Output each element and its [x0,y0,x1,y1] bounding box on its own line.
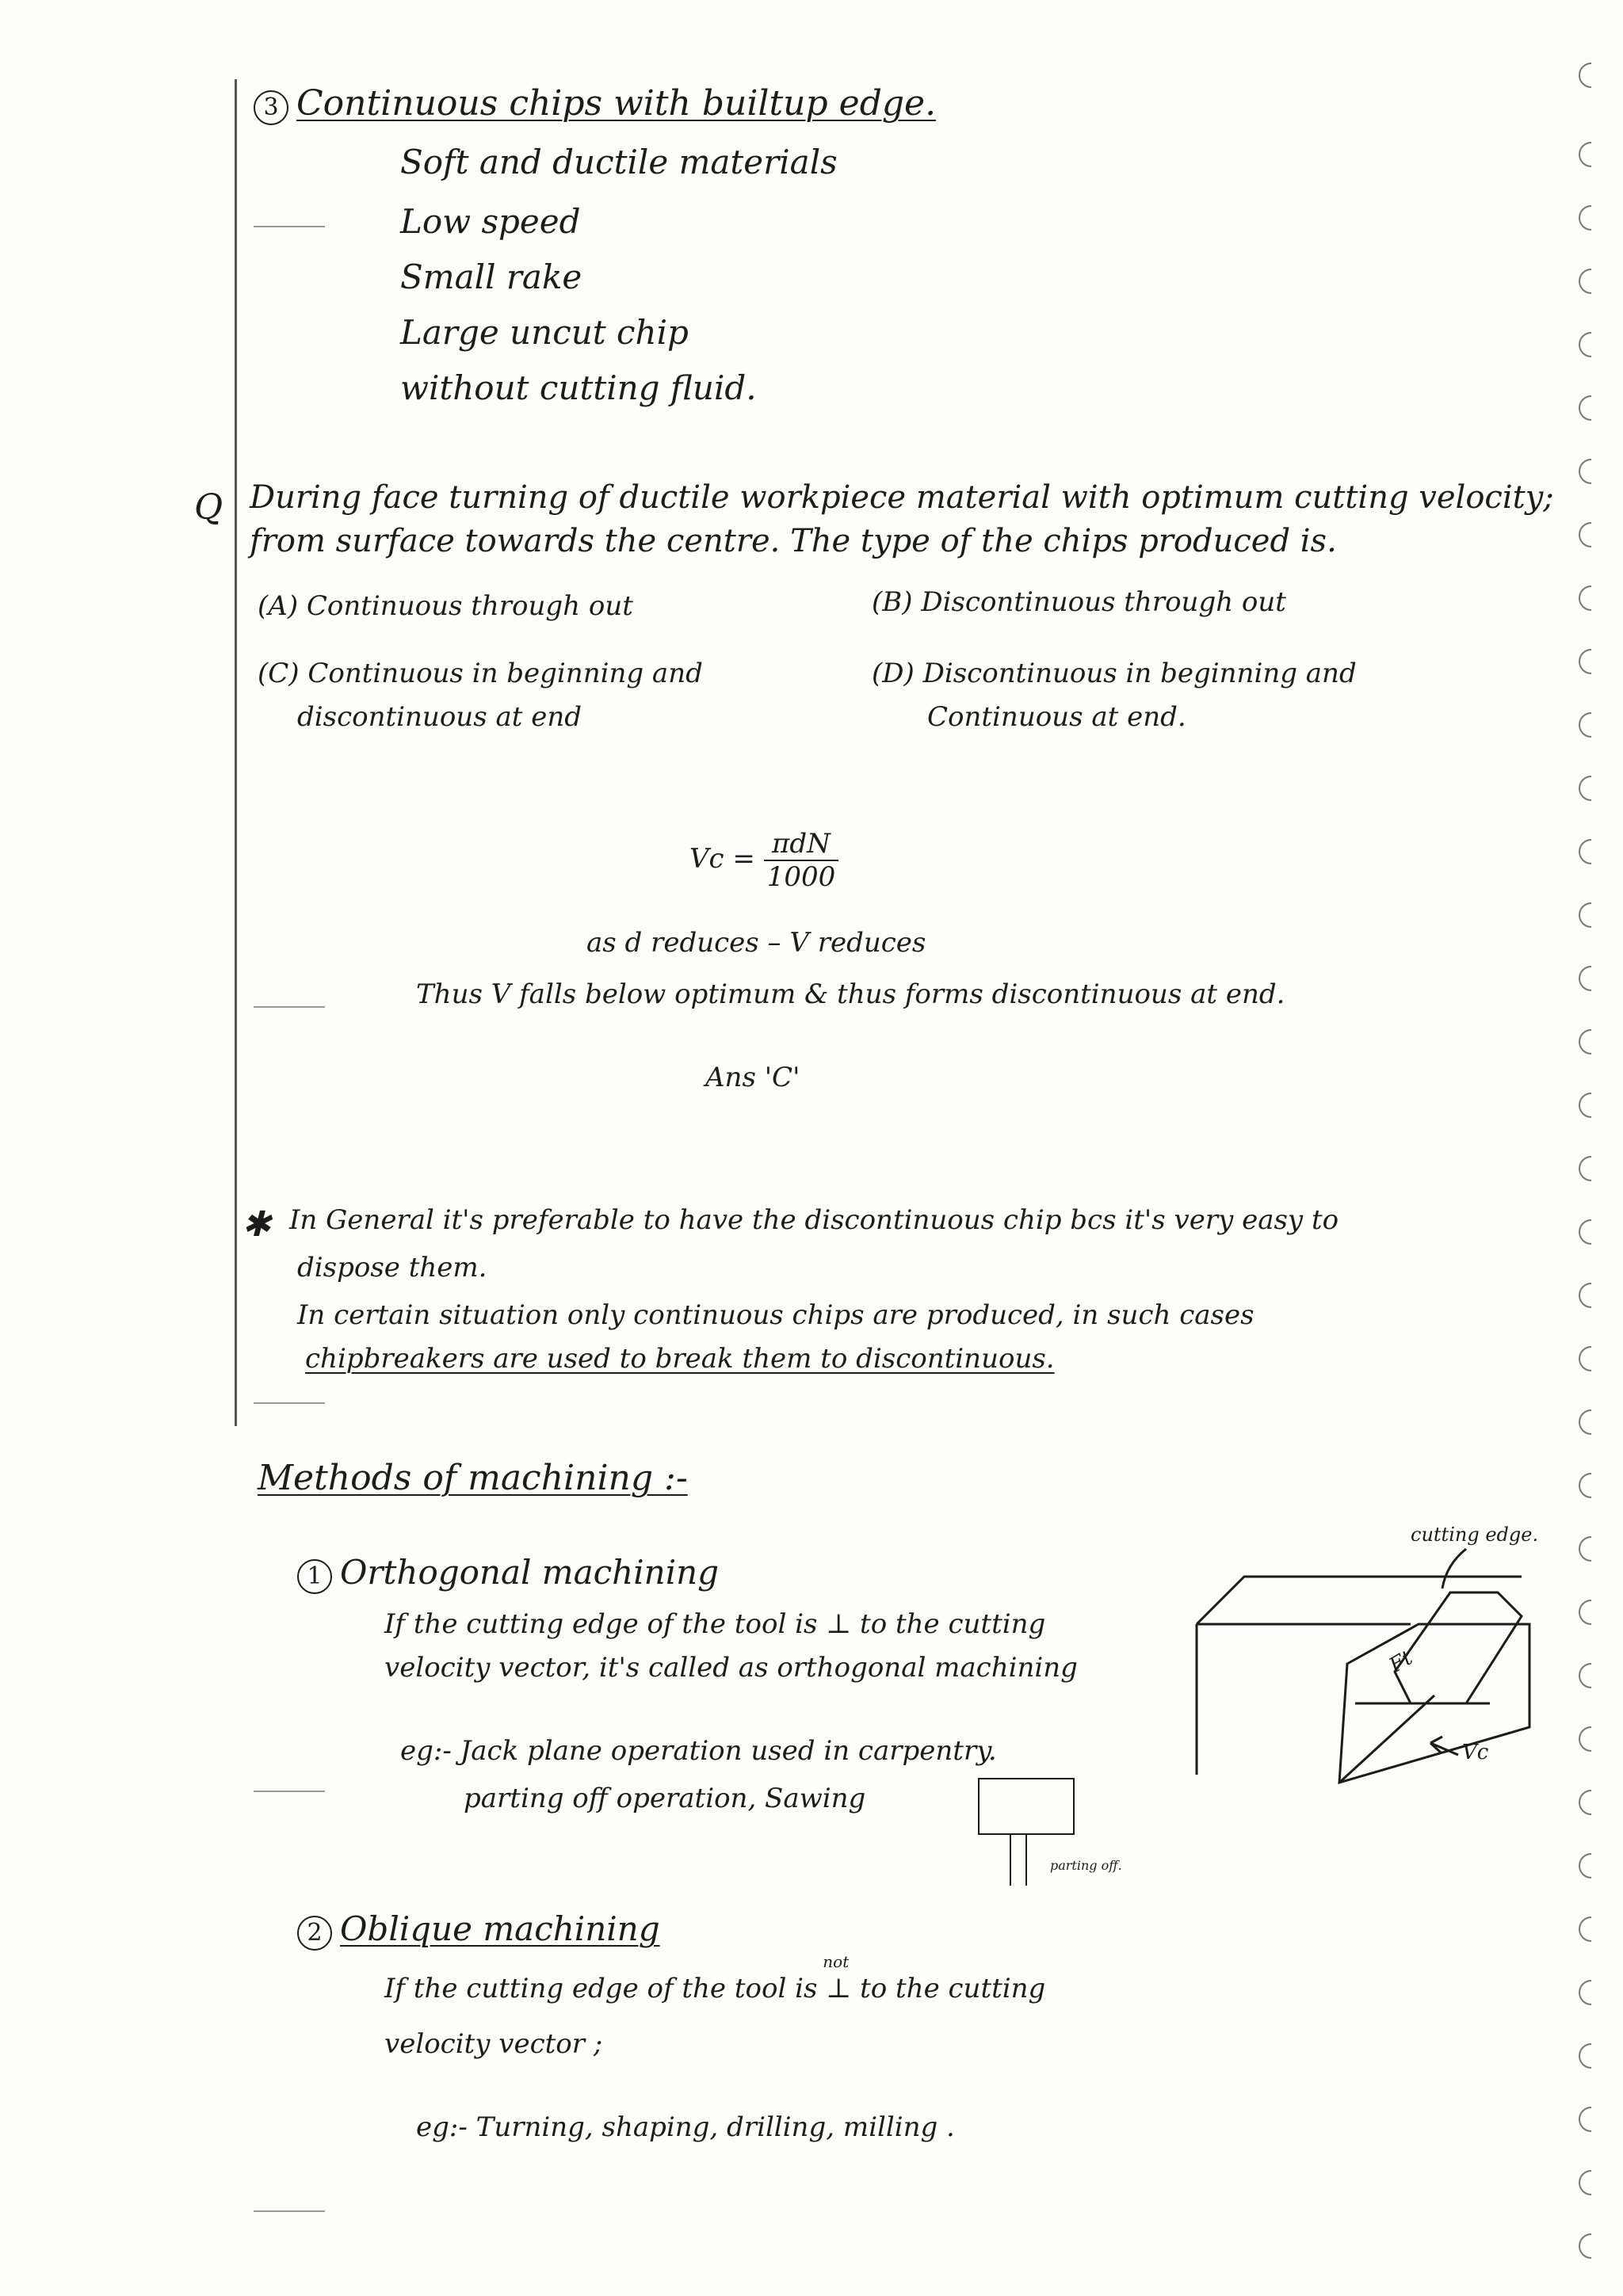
orthogonal-title-line [297,1553,719,1594]
oblique-line1 [384,1952,1046,2004]
margin-mark [254,1402,325,1404]
oblique-perp: ⊥ [826,1973,852,2004]
solution-line2: Thus V falls below optimum & thus forms discontinuous at end. [416,978,1285,1010]
margin-mark [254,1791,325,1792]
diagram-label-vc: Vc [1462,1741,1489,1764]
section3-number: 3 [254,90,288,125]
margin-line [235,79,237,1426]
oblique-title: Oblique machining [340,1909,660,1948]
orthogonal-title: Orthogonal machining [340,1553,720,1592]
orthogonal-number: 1 [297,1559,332,1594]
note-line3: In certain situation only continuous chips are produced, in such cases [297,1299,1254,1331]
parting-off-label: parting off. [1050,1858,1122,1873]
binding-holes [1560,0,1623,2296]
methods-heading: Methods of machining :- [258,1458,688,1498]
question-marker: Q [194,487,223,528]
orthogonal-eg2: parting off operation, Sawing [464,1783,866,1814]
orthogonal-line1: If the cutting edge of the tool is ⊥ to the cutting [384,1608,1046,1640]
workpiece-top [1197,1577,1522,1624]
formula-fraction [764,828,839,893]
condition-item: Soft and ductile materials [400,143,838,181]
option-c-line1: (C) Continuous in beginning and [258,658,703,689]
oblique-not-mark: not [823,1952,850,1971]
option-b: (B) Discontinuous through out [872,586,1286,618]
option-c-line2: discontinuous at end [297,701,582,733]
answer: Ans 'C' [705,1062,800,1093]
oblique-line2: velocity vector ; [384,2028,603,2060]
formula-lhs: Vc = [689,843,755,875]
solution-line1: as d reduces – V reduces [586,927,926,959]
note-line1: In General it's preferable to have the discontinuous chip bcs it's very easy to [289,1204,1339,1236]
formula-numerator: πdN [764,828,839,861]
parting-off-sketch [975,1775,1165,1894]
section3-heading: Continuous chips with builtup edge. [296,83,937,124]
oblique-title-line [297,1909,660,1951]
cutting-velocity-formula [689,828,838,893]
question-line1: During face turning of ductile workpiece material with optimum cutting velocity; [250,479,1554,516]
margin-mark [254,2210,325,2212]
option-d-line1: (D) Discontinuous in beginning and [872,658,1357,689]
oblique-number: 2 [297,1916,332,1951]
option-a: (A) Continuous through out [258,590,633,622]
condition-item: without cutting fluid. [400,368,757,407]
orthogonal-machining-diagram [1173,1521,1569,1838]
condition-item: Small rake [400,257,582,296]
question-line2: from surface towards the centre. The type of the chips produced is. [250,523,1337,559]
oblique-eg: eg:- Turning, shaping, drilling, milling . [416,2111,955,2143]
diagram-label-edge: cutting edge. [1411,1524,1539,1546]
orthogonal-eg1: eg:- Jack plane operation used in carpentry. [400,1735,997,1767]
condition-item: Low speed [400,202,581,241]
note-line4: chipbreakers are used to break them to discontinuous. [305,1343,1055,1375]
formula-denominator: 1000 [766,861,836,893]
note-star: ✱ [242,1204,271,1245]
margin-mark [254,1006,325,1008]
oblique-line1-end: to the cutting [860,1973,1046,2004]
edge-pointer [1442,1549,1466,1589]
note-line2: dispose them. [297,1252,487,1283]
condition-item: Large uncut chip [400,313,689,352]
oblique-line1-text: If the cutting edge of the tool is [384,1973,818,2004]
section3-heading-line [254,83,936,125]
option-d-line2: Continuous at end. [927,701,1186,733]
diagram-label-ft: Ft [1385,1646,1417,1678]
margin-mark [254,226,325,227]
orthogonal-line2: velocity vector, it's called as orthogonal machining [384,1652,1078,1684]
tool-body [1395,1592,1522,1703]
